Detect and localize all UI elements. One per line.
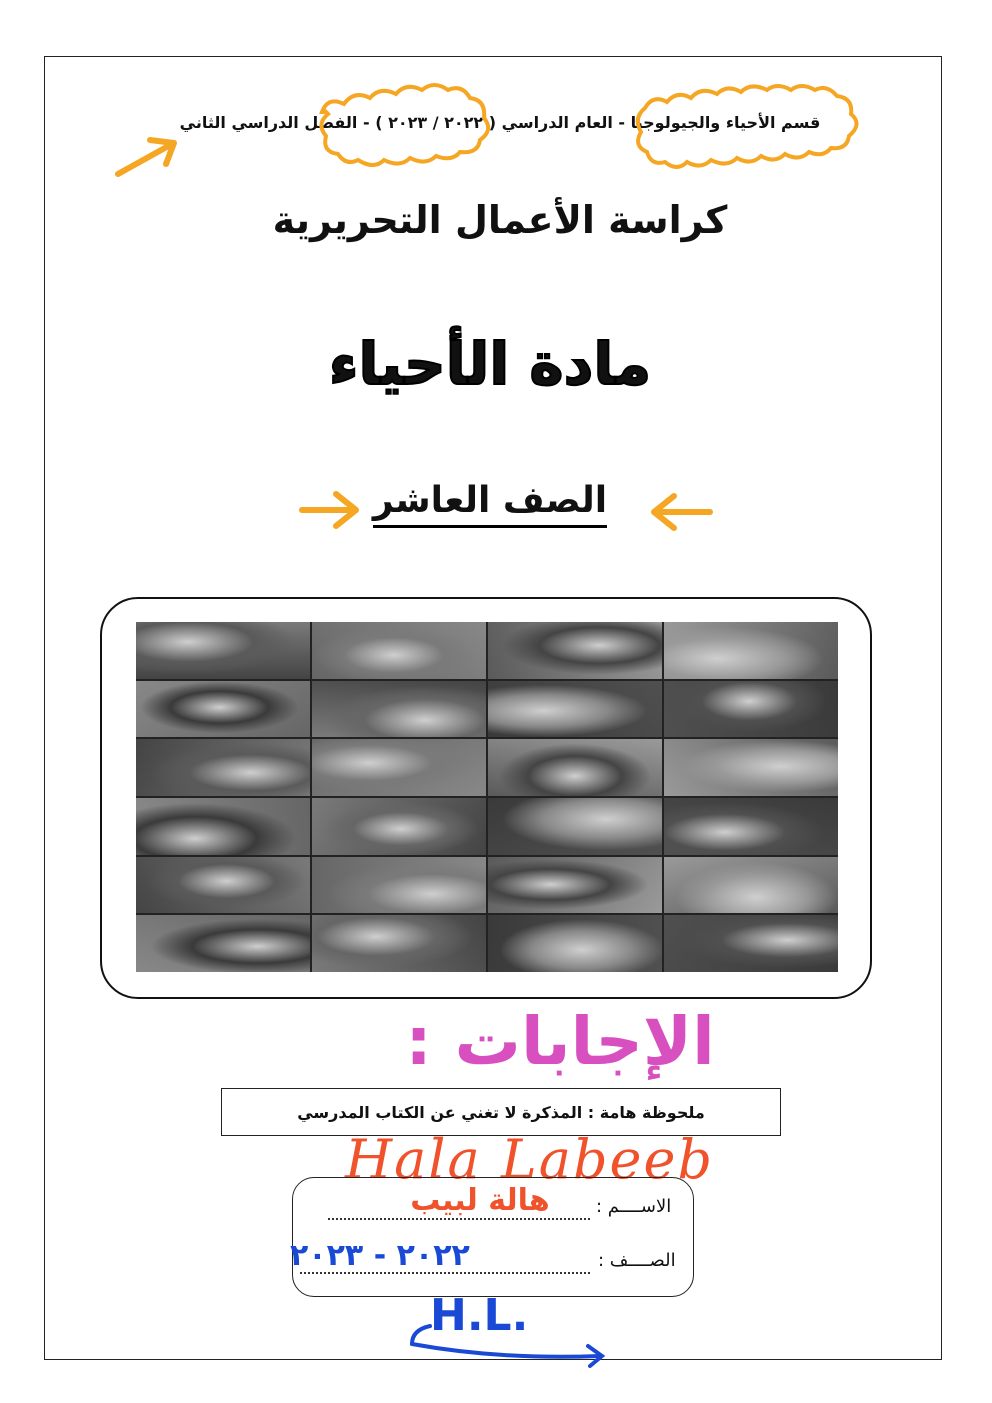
subject-title: مادة الأحياء bbox=[328, 330, 652, 398]
handwritten-name-en: Hala Labeeb bbox=[345, 1128, 715, 1191]
grade-text: الصف العاشر bbox=[373, 480, 607, 528]
handwritten-answers: الإجابات : bbox=[405, 1003, 715, 1080]
handwritten-name-ar: هالة لبيب bbox=[410, 1183, 550, 1218]
class-label: الصــــف : bbox=[598, 1250, 676, 1271]
note-text: ملحوظة هامة : المذكرة لا تغني عن الكتاب المدرسي bbox=[297, 1102, 705, 1122]
workbook-title: كراسة الأعمال التحريرية bbox=[272, 198, 728, 242]
department-year-header: قسم الأحياء والجيولوجيا - العام الدراسي ( ٢٠٢٢ / ٢٠٢٣ ) - الفصل الدراسي الثاني bbox=[179, 113, 821, 132]
handwritten-year: ٢٠٢٢ - ٢٠٢٣ bbox=[290, 1238, 470, 1273]
name-label: الاســــم : bbox=[596, 1196, 672, 1217]
handwritten-initials: H.L. bbox=[430, 1290, 529, 1341]
